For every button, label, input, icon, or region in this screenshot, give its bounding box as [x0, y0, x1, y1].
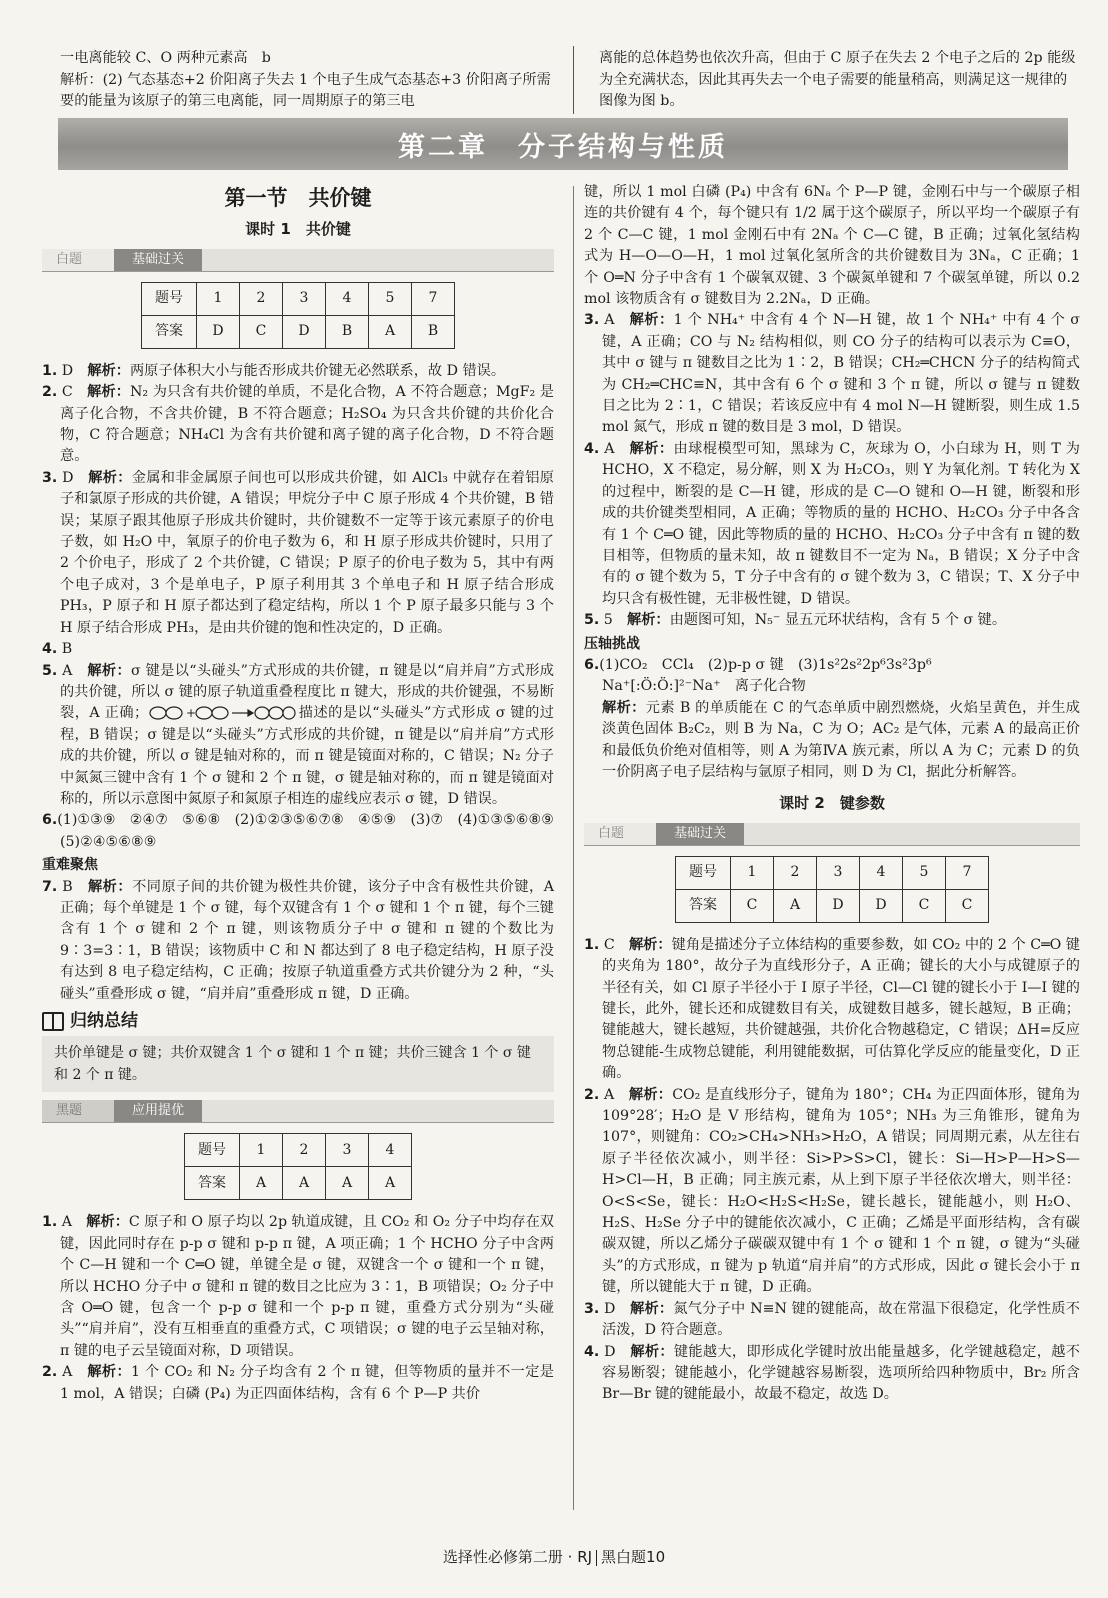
item-text: (1)①③⑨ ②④⑦ ⑤⑥⑧ (2)①②③⑤⑥⑦⑧ ④⑤⑨ (3)⑦ (4)①③⑤⑥⑧⑨ (5)②④⑤⑥⑧⑨	[57, 812, 569, 850]
list-item	[584, 610, 1080, 631]
list-item	[584, 1342, 1080, 1406]
table-cell: 3	[283, 282, 326, 315]
item-answer: D	[61, 362, 74, 379]
item-text: 两原子体积大小与能否形成共价键无必然联系，故 D 错误。	[129, 362, 506, 379]
table-cell: D	[283, 315, 326, 348]
item-number: 5.	[584, 612, 600, 629]
item-answer: A	[604, 312, 615, 329]
item-number: 2.	[42, 384, 58, 401]
item-number: 2.	[42, 1364, 58, 1381]
table-cell: D	[817, 889, 860, 922]
table-cell: A	[283, 1167, 326, 1200]
orbital-overlap-diagram	[148, 704, 298, 722]
item-answer: A	[61, 1214, 73, 1231]
analysis-label: 解析：	[630, 1343, 674, 1360]
item-text: 键角是描述分子立体结构的重要参数，如 CO₂ 中的 2 个 C═O 键的夹角为 180°，故分子为直线形分子，A 正确；键长的大小与成键原子的半径有关，如 Cl 原子半径小于 I 原子半径，Cl—Cl 键的键长小于 I—I 键的键长，此外，键长还和成键数目有关，成键数目越多，键长越短，B 正确；键能越大，键长越短，共价键越强，共价化合物越稳定，C 错误；ΔH=反应物总键能-生成物总键能，利用键能数据，可估算化学反应的能量变化，D 正确。	[602, 936, 1080, 1082]
summary-text: 共价单键是 σ 键；共价双键含 1 个 σ 键和 1 个 π 键；共价三键含 1 个 σ 键和 2 个 π 键。	[54, 1045, 531, 1084]
section-title: 第一节 共价键	[224, 186, 372, 210]
item-answer: D	[604, 1343, 616, 1360]
table-cell: 1	[731, 856, 774, 889]
table-cell: 4	[860, 856, 903, 889]
basic-tag-bar	[42, 249, 554, 272]
column-divider-main	[573, 186, 574, 1510]
electron-formula: Na⁺[:Ö:Ö:]²⁻Na⁺ 离子化合物	[602, 678, 806, 695]
list-item	[42, 1362, 554, 1405]
list-item	[42, 1212, 554, 1362]
analysis-label: 解析：	[628, 1086, 673, 1103]
item-answer: A	[62, 1364, 73, 1381]
analysis-label: 解析：	[87, 1364, 132, 1381]
item-answer: D	[62, 469, 74, 486]
list-item	[42, 661, 554, 811]
item-text: 不同原子间的共价键为极性共价键，该分子中含有极性共价键，A 正确；每个单键是 1 个 σ 键，每个双键含有 1 个 σ 键和 1 个 π 键，每个三键含有 1 个 σ 键和 2 个 π 键，则该物质分子中 σ 键和 π 键的个数比为 9∶3=3∶1，B 错误；该物质中 C 和 N 都达到了 8 电子稳定结构，H 原子没有达到 8 电子稳定结构，C 正确；按原子轨道重叠方式共价键分为 2 种，“头碰头”重叠形成 σ 键，“肩并肩”重叠形成 π 键，D 正确。	[60, 878, 554, 1002]
tag-basic: 基础过关	[114, 249, 202, 271]
table-cell: A	[369, 315, 412, 348]
item-answer: B	[61, 641, 73, 658]
table-answer-label: 答案	[185, 1167, 240, 1200]
column-divider-top	[573, 46, 574, 114]
list-item	[42, 877, 554, 1005]
item-answer: A	[604, 1086, 615, 1103]
list-item	[584, 935, 1080, 1085]
book-icon	[42, 1012, 64, 1031]
table-cell: 2	[283, 1134, 326, 1167]
list-item	[584, 439, 1080, 610]
footer-edition: RJ	[577, 1548, 593, 1566]
footer-divider	[596, 1550, 597, 1566]
table-cell: C	[240, 315, 283, 348]
top-right-line-1: 离能的总体趋势也依次升高，但由于 C 原子在失去 2 个电子之后的 2p 能级为全充满状态，因此其再失去一个电子需要的能量稍高，则满足这一规律的图像为图 b。	[599, 50, 1076, 109]
table-cell: 3	[817, 856, 860, 889]
item-text: 键能越大，即形成化学键时放出能量越多，化学键越稳定，越不容易断裂；键能越小，化学键越容易断裂，选项所给四种物质中，Br₂ 所含 Br—Br 键的键能最小，故最不稳定，故选 D。	[602, 1343, 1080, 1403]
list-item	[42, 361, 554, 382]
analysis-label: 解析：	[86, 1214, 129, 1231]
top-left-continuation	[60, 48, 558, 113]
chapter-banner	[58, 118, 1068, 170]
table-cell: A	[369, 1167, 412, 1200]
analysis-label: 解析：	[627, 612, 670, 629]
table-header-label: 题号	[142, 282, 197, 315]
analysis-label: 解析：	[88, 469, 132, 486]
item-text: N₂ 为只含有共价键的单质，不是化合物，A 不符合题意；MgF₂ 是离子化合物，不含共价键，B 不符合题意；H₂SO₄ 为只含共价键的共价化合物，C 符合题意；NH₄Cl 为含有共价键和离子键的离子化合物，D 不符合题意。	[60, 384, 554, 465]
press-heading: 压轴挑战	[584, 635, 640, 652]
item-number: 6.	[42, 812, 58, 829]
tag-hei: 黑题	[42, 1100, 114, 1122]
left-column	[42, 182, 569, 1405]
tag-apply: 应用提优	[114, 1100, 202, 1122]
list-item	[584, 1299, 1080, 1342]
item-text: 由题图可知，N₅⁻ 显五元环状结构，含有 5 个 σ 键。	[669, 612, 1007, 629]
item-text: 氮气分子中 N≡N 键的键能高，故在常温下很稳定，化学性质不活泼，D 符合题意。	[602, 1300, 1080, 1339]
item-answer: A	[62, 662, 73, 679]
table-cell: A	[240, 1167, 283, 1200]
table-row	[142, 282, 455, 315]
item-text: CO₂ 是直线形分子，键角为 180°；CH₄ 为正四面体形，键角为 109°28′；H₂O 是 V 形结构，键角为 105°；NH₃ 为三角锥形，键角为 107°，则键角：CO₂>CH₄>NH₃>H₂O，A 错误；同周期元素，从左往右原子半径依次减小，则半径：Si>P>S>Cl，键长：Si—H>P—H>S—H>Cl—H，B 正确；同主族元素，从上到下原子半径依次增大，则半径：O<S<Se，键长：H₂O<H₂S<H₂Se，键长越长，键能越小，则 H₂O、H₂S、H₂Se 分子中的键能依次减小，C 正确；乙烯是平面形结构，含有碳碳双键，所以乙烯分子碳碳双键中有 1 个 σ 键和 1 个 π 键，σ 键为“头碰头”的方式形成，π 键为 p 轨道“肩并肩”的方式形成，因此 σ 键长会小于 π 键，所以键能大于 π 键，D 正确。	[602, 1086, 1080, 1296]
table-header-label: 题号	[185, 1134, 240, 1167]
footer-book: 选择性必修第二册	[442, 1548, 563, 1566]
item-number: 1.	[42, 362, 58, 379]
footer-page: 黑白题10	[601, 1548, 666, 1566]
page-footer: 选择性必修第二册 · RJ 黑白题10	[442, 1548, 666, 1566]
list-item	[42, 810, 569, 853]
item-text: 由球棍模型可知，黑球为 C，灰球为 O，小白球为 H，则 T 为 HCHO，X 不稳定，易分解，则 X 为 H₂CO₃，则 Y 为氧化剂。T 转化为 X 的过程中，断裂的是 C—H 键，形成的是 C—O 键和 O—H 键，断裂和形成的共价键类型相同，A 正确；等物质的量的 HCHO、H₂CO₃ 分子中各含有 1 个 C═O 键，因此等物质的量的 HCHO、H₂CO₃ 分子中含有 π 键的数目相等，但物质的量未知，故 π 键数目不一定为 Nₐ，B 错误；X 分子中含有的 σ 键个数为 5，T 分子中含有的 σ 键个数为 3，C 错误；T、X 分子中均只含有极性键，无非极性键，D 错误。	[602, 440, 1080, 607]
list-item	[584, 1085, 1080, 1299]
table-row	[142, 315, 455, 348]
table-cell: 4	[369, 1134, 412, 1167]
summary-heading	[42, 1011, 554, 1032]
analysis-label: 解析：	[87, 878, 133, 895]
focus-heading: 重难聚焦	[42, 857, 98, 874]
chapter-title: 第二章 分子结构与性质	[398, 131, 728, 163]
item-number: 4.	[42, 641, 58, 658]
item-answer: B	[62, 878, 73, 895]
item-number: 5.	[42, 662, 58, 679]
analysis-label: 解析：	[630, 1300, 674, 1317]
item-number: 4.	[584, 440, 600, 457]
item-number: 3.	[42, 469, 58, 486]
item-number: 7.	[42, 878, 58, 895]
item-answer: D	[604, 1300, 616, 1317]
table-answer-label: 答案	[676, 889, 731, 922]
analysis-label: 解析：	[87, 662, 132, 679]
table-cell: 7	[946, 856, 989, 889]
tag-basic: 基础过关	[656, 823, 744, 845]
item-answer: C	[603, 936, 615, 953]
item-number: 1.	[42, 1214, 58, 1231]
item-number: 2.	[584, 1086, 600, 1103]
answer-table-3	[675, 856, 989, 923]
table-cell: 1	[197, 282, 240, 315]
svg-text:+: +	[186, 706, 197, 721]
table-cell: 2	[240, 282, 283, 315]
table-cell: C	[946, 889, 989, 922]
right-column	[584, 182, 1080, 1406]
top-left-line-1: 一电离能较 C、O 两种元素高 b	[60, 50, 271, 66]
summary-title: 归纳总结	[70, 1011, 138, 1031]
list-item	[584, 655, 1080, 676]
top-left-line-2: 解析：(2) 气态基态+2 价阳离子失去 1 个电子生成气态基态+3 价阳离子所需要的能量为该原子的第三电离能，同一周期原子的第三电	[60, 71, 551, 109]
item-analysis	[584, 698, 1080, 784]
list-item	[584, 310, 1080, 438]
item-number: 3.	[584, 312, 600, 329]
table-cell: A	[326, 1167, 369, 1200]
table-cell: C	[903, 889, 946, 922]
analysis-label: 解析：	[602, 699, 646, 716]
lesson1-title: 课时 1 共价键	[245, 220, 351, 239]
item-answer: A	[604, 440, 615, 457]
table-cell: 7	[412, 282, 455, 315]
table-cell: A	[774, 889, 817, 922]
analysis-label: 解析：	[628, 936, 672, 953]
list-item	[42, 639, 554, 660]
list-item	[42, 382, 554, 468]
apply-tag-bar	[42, 1100, 554, 1123]
table-cell: 1	[240, 1134, 283, 1167]
analysis-label: 解析：	[629, 312, 674, 329]
table-cell: B	[326, 315, 369, 348]
item-text: 金属和非金属原子间也可以形成共价键，如 AlCl₃ 中就存在着铝原子和氯原子形成的共价键，A 错误；甲烷分子中 C 原子形成 4 个共价键，B 错误；某原子跟其他原子形成共价键时，共价键数不一定等于该元素原子的价电子数，如 H₂O 中，氧原子的价电子数为 6，和 H 原子形成共价键时，只用了 2 个价电子，形成了 2 个共价键，C 错误；P 原子的价电子数为 5，其中有两个电子成对，3 个是单电子，P 原子利用其 3 个单电子和 H 原子结合形成 PH₃，P 原子和 H 原子都达到了稳定结构，所以 1 个 P 原子最多只能与 3 个 H 原子结合形成 PH₃，是由共价键的饱和性决定的，D 正确。	[60, 469, 554, 636]
list-item	[42, 468, 554, 639]
right-intro-text: 键，所以 1 mol 白磷 (P₄) 中含有 6Nₐ 个 P—P 键，金刚石中与一个碳原子相连的共价键有 4 个，每个键只有 1/2 属于这个碳原子，所以平均一个碳原子有 2 个 C—C 键，1 mol 金刚石中有 2Nₐ 个 C—C 键，B 正确；过氧化氢结构式为 H—O—O—H，1 mol 过氧化氢所含的共价键数目为 3Nₐ，C 正确；1 个 O═N 分子中含有 1 个碳氧双键、3 个碳氮单键和 7 个碳氢单键，所以 0.2 mol 该物质含有 σ 键数目为 2.2Nₐ，D 正确。	[584, 184, 1080, 308]
item-number: 6.	[584, 656, 600, 673]
item-text: 1 个 NH₄⁺ 中含有 4 个 N—H 键，故 1 个 NH₄⁺ 中有 4 个 σ 键，A 正确；CO 与 N₂ 结构相似，则 CO 分子的结构可以表示为 C≡O，其中 σ 键与 π 键数目之比为 1∶2，B 错误；CH₂═CHCN 分子的结构简式为 CH₂═CHC≡N，其中含有 6 个 σ 键和 3 个 π 键，所以 σ 键与 π 键数目之比为 2∶1，C 错误；若该反应中有 4 mol N—H 键断裂，则生成 1.5 mol 氮气，形成 π 键的数目是 3 mol，D 错误。	[602, 312, 1080, 436]
table-row	[676, 856, 989, 889]
table-cell: C	[731, 889, 774, 922]
table-row	[185, 1167, 412, 1200]
tag-bai: 白题	[42, 249, 114, 271]
item-text: 描述的是以“头碰头”方式形成 σ 键的过程，B 错误；σ 键是以“头碰头”方式形成的共价键，π 键是以“肩并肩”方式形成的共价键，所以 σ 键是轴对称的，而 π 键是镜面对称的，C 错误；N₂ 分子中氮氮三键中含有 1 个 σ 键和 2 个 π 键，σ 键是轴对称的，而 π 键是镜面对称的，所以示意图中氮原子和氮原子相连的虚线应表示 σ 键，D 错误。	[60, 705, 554, 807]
table-row	[676, 889, 989, 922]
lesson2-title: 课时 2 键参数	[779, 794, 885, 813]
item-answer: 5	[603, 612, 613, 629]
summary-box	[42, 1036, 554, 1092]
tag-bai: 白题	[584, 823, 656, 845]
table-cell: B	[412, 315, 455, 348]
table-row	[185, 1134, 412, 1167]
table-cell: D	[197, 315, 240, 348]
answer-table-1	[141, 282, 455, 349]
table-cell: D	[860, 889, 903, 922]
item-number: 3.	[584, 1300, 600, 1317]
analysis-label: 解析：	[87, 362, 130, 379]
answer-table-2	[184, 1133, 412, 1200]
item-text: 1 个 CO₂ 和 N₂ 分子均含有 2 个 π 键，但等物质的量并不一定是 1 mol，A 错误；白磷 (P₄) 为正四面体结构，含有 6 个 P—P 共价	[60, 1364, 554, 1402]
table-cell: 3	[326, 1134, 369, 1167]
analysis-label: 解析：	[629, 440, 674, 457]
table-header-label: 题号	[676, 856, 731, 889]
basic-tag-bar-2	[584, 823, 1080, 846]
table-answer-label: 答案	[142, 315, 197, 348]
table-cell: 5	[369, 282, 412, 315]
item-number: 4.	[584, 1343, 600, 1360]
table-cell: 2	[774, 856, 817, 889]
table-cell: 5	[903, 856, 946, 889]
item-text: 元素 B 的单质能在 C 的气态单质中剧烈燃烧，火焰呈黄色，并生成淡黄色固体 B₂C₂，则 B 为 Na，C 为 O；AC₂ 是气体，元素 A 的最高正价和最低负价绝对值相等，则 A 为第ⅣA 族元素，所以 A 为 C；元素 D 的负一价阴离子电子层结构与氩原子相同，则 D 为 Cl，据此分析解答。	[602, 699, 1080, 780]
analysis-label: 解析：	[87, 384, 130, 401]
item-text: C 原子和 O 原子均以 2p 轨道成键，且 CO₂ 和 O₂ 分子中均存在双键，因此同时存在 p-p σ 键和 p-p π 键，A 项正确；1 个 HCHO 分子中含两个 C—H 键和一个 C═O 键，单键全是 σ 键，双键含一个 σ 键和一个 π 键，所以 HCHO 分子中 σ 键和 π 键的数目之比应为 3∶1，B 项错误；O₂ 分子中含 O═O 键，包含一个 p-p σ 键和一个 p-p π 键，重叠方式分别为“头碰头”“肩并肩”，没有互相垂直的重叠方式，C 项错误；σ 键的电子云呈轴对称，π 键的电子云呈镜面对称，D 项错误。	[60, 1214, 554, 1359]
top-right-continuation	[599, 48, 1079, 113]
item-answer: C	[61, 384, 73, 401]
table-cell: 4	[326, 282, 369, 315]
item-text: (1)CO₂ CCl₄ (2)p-p σ 键 (3)1s²2s²2p⁶3s²3p⁶	[599, 656, 932, 673]
item-text: σ 键是以“头碰头”方式形成的共价键，π 键是以“肩并肩”方式形成的共价键，所以 σ 键的原子轨道重叠程度比 π 键大，形成的共价键强，不易断裂，A 正确；	[60, 662, 554, 722]
item-number: 1.	[584, 936, 600, 953]
